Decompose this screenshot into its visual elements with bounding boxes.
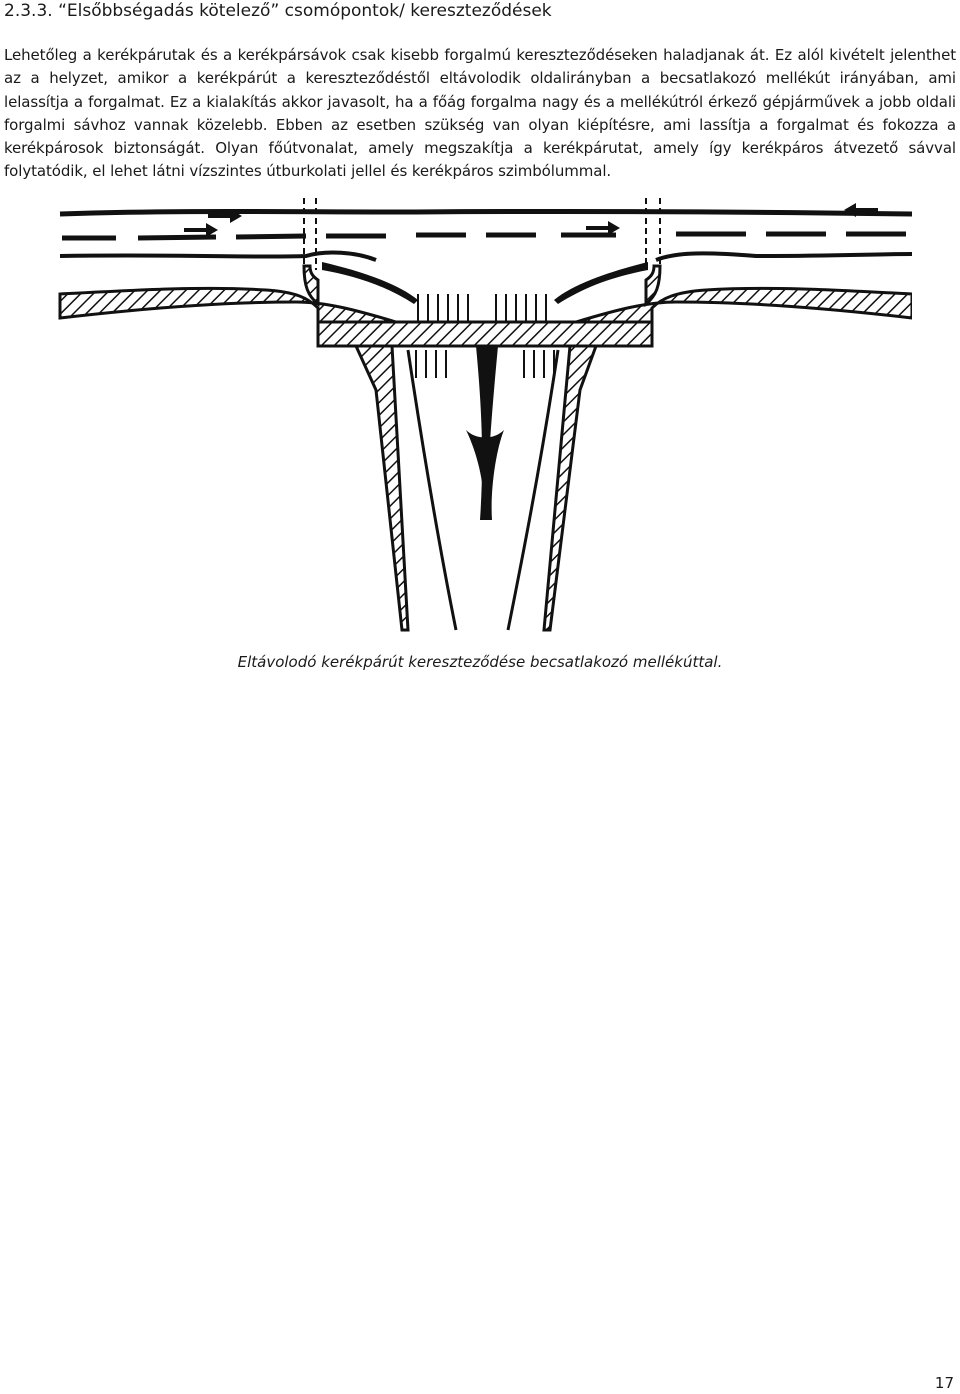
- side-road-left-edge: [356, 346, 408, 630]
- taper-left: [322, 262, 418, 304]
- body-paragraph: Lehetőleg a kerékpárutak és a kerékpársávok csak kisebb forgalmú kereszteződéseken haladjanak át. Ez alól kivételt jelenthet az a helyzet, amikor a kerékpárút a kereszteződéstől eltávolodik oldalirányban a becsatlakozó mellékút irányában, ami lelassítja a forgalmat. Ez a kialakítás akkor javasolt, ha a főág forgalma nagy és a mellékútról érkező gépjárművek a jobb oldali forgalmi sávhoz vannak közelebb. Ebben az esetben szükség van olyan kiépítésre, ami lassítja a forgalmat és fokozza a kerékpárosok biztonságát. Olyan főútvonalat, amely megszakítja a kerékpárutat, amely így kerékpáros átvezető sávval folytatódik, el lehet látni vízszintes útburkolati jellel és kerékpáros szimbólummal.: [4, 46, 956, 181]
- splitter-island-body: [466, 430, 504, 520]
- cycle-crossing-band: [318, 322, 652, 346]
- lane-markings: [62, 234, 906, 238]
- crossing-ticks: [418, 294, 546, 322]
- figure-caption: Eltávolodó kerékpárút kereszteződése becsatlakozó mellékúttal.: [237, 653, 723, 671]
- main-road-bottom-edge: [60, 253, 912, 260]
- main-road-top-edge: [60, 211, 912, 214]
- section-heading: 2.3.3. “Elsőbbségadás kötelező” csomópontok/ kereszteződések: [4, 1, 552, 21]
- intersection-diagram: [56, 190, 912, 634]
- taper-right: [554, 262, 648, 304]
- corner-island-right: [646, 266, 660, 304]
- page-number: 17: [934, 1374, 954, 1392]
